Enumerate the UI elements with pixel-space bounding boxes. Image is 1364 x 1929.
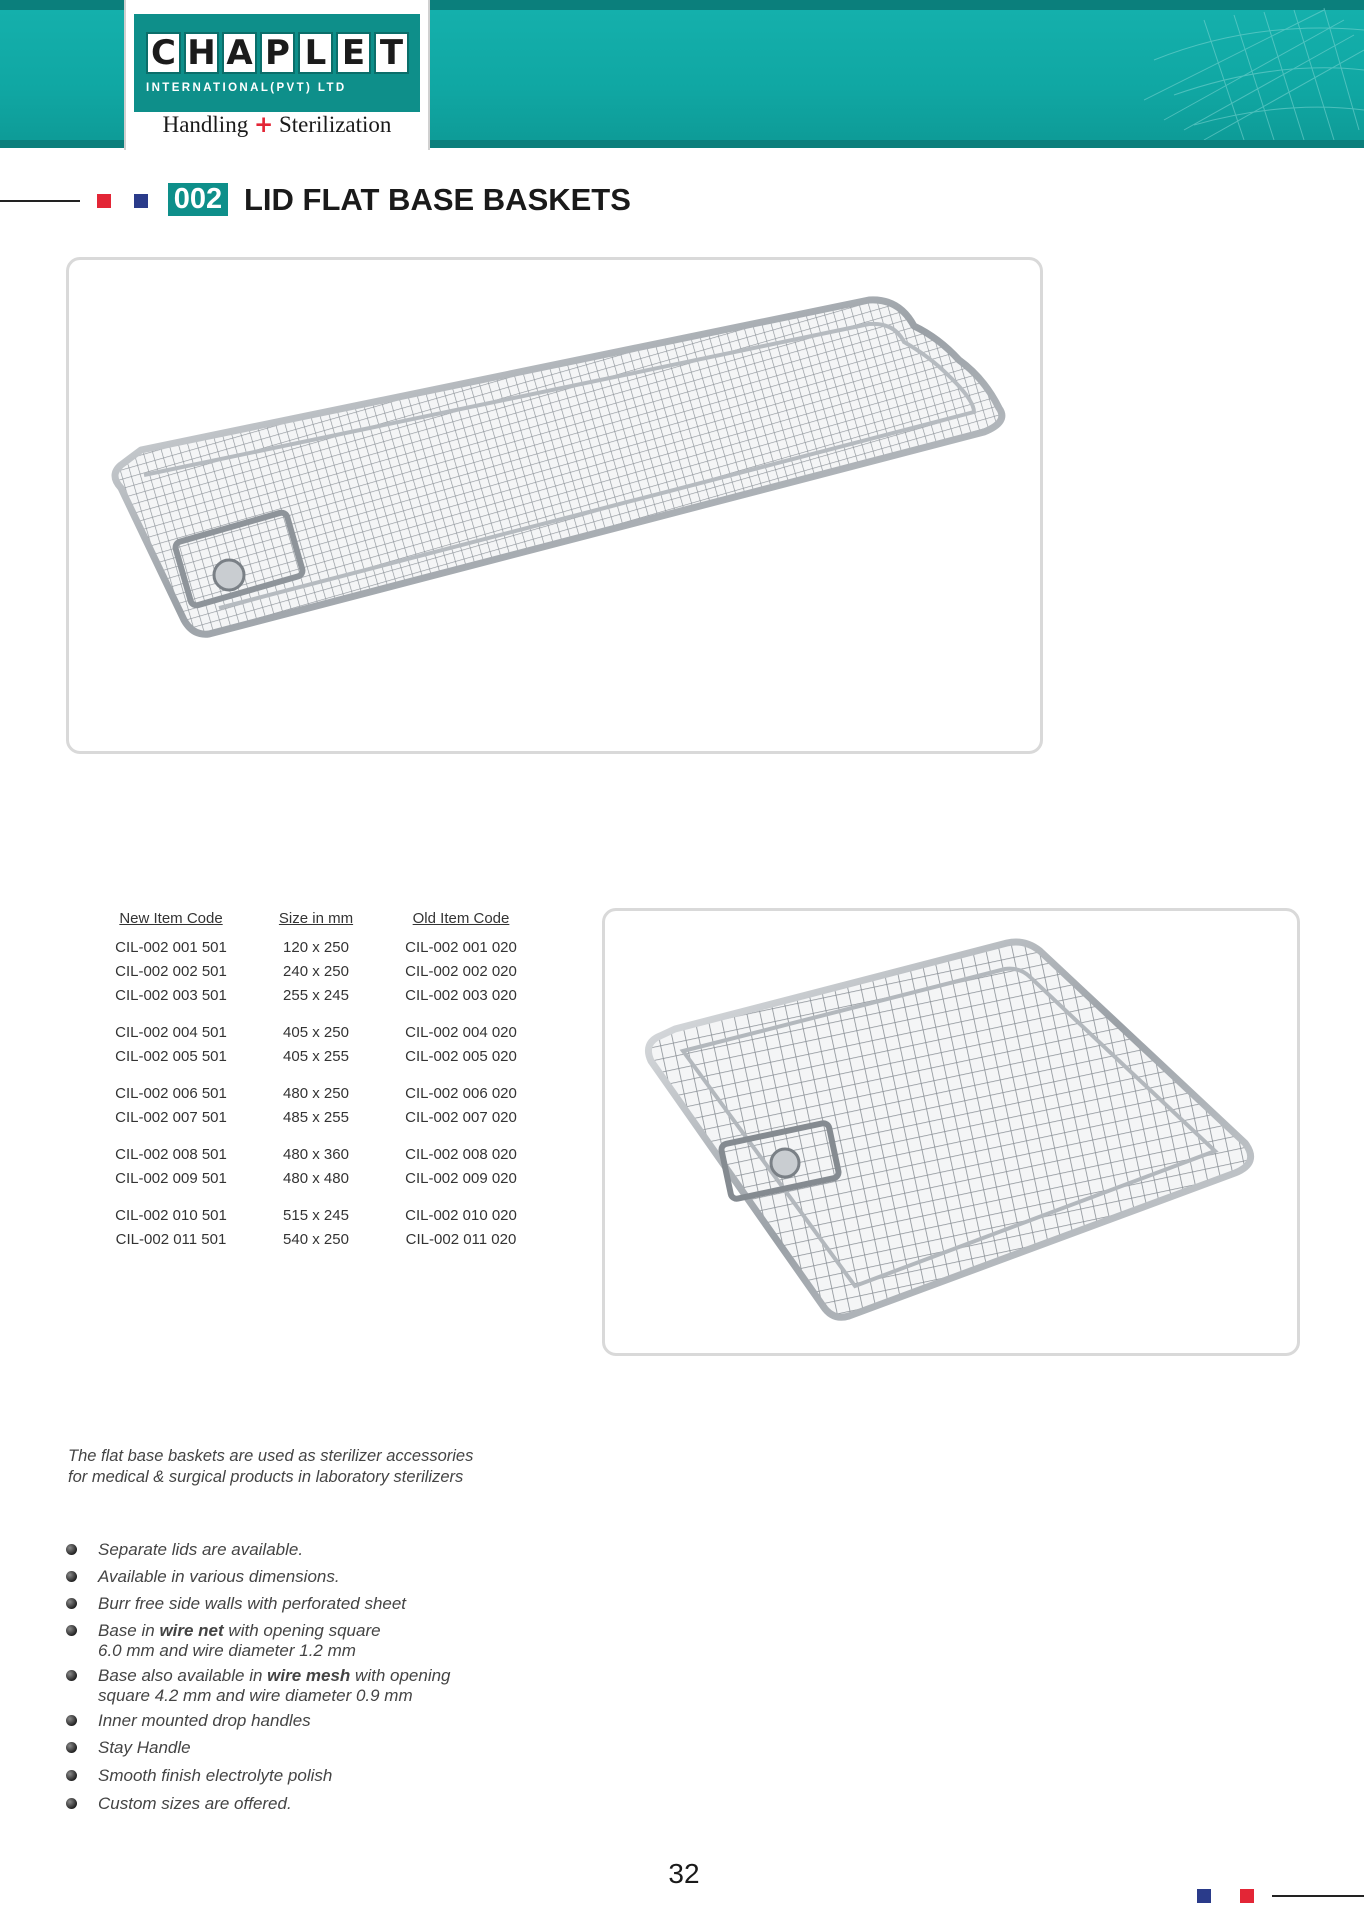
feature-text: Base in wire net with opening square 6.0 mm and wire diameter 1.2 mm — [98, 1621, 381, 1660]
list-item — [66, 1766, 586, 1786]
table-row — [96, 1068, 536, 1105]
product-description — [68, 1446, 568, 1488]
column-header-new-item-code: New Item Code — [119, 910, 223, 927]
bullet-icon — [66, 1598, 77, 1609]
table-row — [96, 935, 536, 959]
navy-square-icon — [134, 194, 148, 208]
logo-letter: A — [222, 32, 257, 74]
table-row — [96, 1166, 536, 1190]
logo-tagline — [126, 112, 428, 138]
product-code-badge: 002 — [168, 183, 228, 216]
title-rule — [0, 200, 80, 202]
size-mm: 515 x 245 — [283, 1206, 349, 1224]
list-item — [66, 1666, 586, 1706]
size-mm: 480 x 480 — [283, 1169, 349, 1187]
old-item-code: CIL-002 010 020 — [405, 1206, 517, 1224]
column-header-old-item-code: Old Item Code — [412, 910, 510, 927]
list-item — [66, 1711, 586, 1731]
old-item-code: CIL-002 004 020 — [405, 1023, 517, 1041]
feature-list — [66, 1540, 586, 1814]
logo-letter: L — [298, 32, 333, 74]
table-header-row — [96, 910, 536, 935]
red-square-icon — [97, 194, 111, 208]
new-item-code: CIL-002 003 501 — [115, 986, 227, 1004]
new-item-code: CIL-002 002 501 — [115, 962, 227, 980]
list-item — [66, 1594, 586, 1614]
bullet-icon — [66, 1798, 77, 1809]
new-item-code: CIL-002 010 501 — [115, 1206, 227, 1224]
feature-text: Burr free side walls with perforated sheet — [98, 1594, 407, 1613]
header-mesh-decoration-icon — [1144, 0, 1364, 148]
table-row — [96, 1044, 536, 1068]
table-row — [96, 1007, 536, 1044]
old-item-code: CIL-002 001 020 — [405, 938, 517, 956]
logo-wordmark — [146, 32, 409, 74]
logo-letter: C — [146, 32, 181, 74]
list-item — [66, 1567, 586, 1587]
feature-text: Separate lids are available. — [98, 1540, 304, 1559]
size-mm: 240 x 250 — [283, 962, 349, 980]
table-row — [96, 1190, 536, 1227]
tagline-left: Handling — [162, 112, 249, 137]
product-image-top — [66, 257, 1043, 754]
table-row — [96, 1129, 536, 1166]
wire-mesh-lid-basket-long-icon — [69, 260, 1040, 751]
red-plus-icon: + — [253, 112, 274, 138]
list-item — [66, 1738, 586, 1758]
old-item-code: CIL-002 008 020 — [405, 1145, 517, 1163]
new-item-code: CIL-002 008 501 — [115, 1145, 227, 1163]
new-item-code: CIL-002 009 501 — [115, 1169, 227, 1187]
old-item-code: CIL-002 006 020 — [405, 1084, 517, 1102]
size-mm: 480 x 360 — [283, 1145, 349, 1163]
navy-square-icon — [1197, 1889, 1211, 1903]
list-item — [66, 1540, 586, 1560]
bullet-icon — [66, 1670, 77, 1681]
new-item-code: CIL-002 006 501 — [115, 1084, 227, 1102]
table-row — [96, 983, 536, 1007]
list-item — [66, 1794, 586, 1814]
old-item-code: CIL-002 011 020 — [405, 1230, 517, 1248]
size-mm: 405 x 255 — [283, 1047, 349, 1065]
bullet-icon — [66, 1742, 77, 1753]
table-row — [96, 1105, 536, 1129]
size-mm: 255 x 245 — [283, 986, 349, 1004]
size-mm: 540 x 250 — [283, 1230, 349, 1248]
size-mm: 480 x 250 — [283, 1084, 349, 1102]
logo-letter: H — [184, 32, 219, 74]
logo-letter: E — [336, 32, 371, 74]
old-item-code: CIL-002 003 020 — [405, 986, 517, 1004]
page-title: LID FLAT BASE BASKETS — [244, 182, 631, 217]
size-mm: 120 x 250 — [283, 938, 349, 956]
old-item-code: CIL-002 005 020 — [405, 1047, 517, 1065]
size-mm: 405 x 250 — [283, 1023, 349, 1041]
bullet-icon — [66, 1544, 77, 1555]
feature-text: Stay Handle — [98, 1738, 191, 1757]
bullet-icon — [66, 1770, 77, 1781]
footer-rule — [1272, 1895, 1364, 1897]
item-code-table — [96, 910, 536, 1251]
product-image-right — [602, 908, 1300, 1356]
wire-mesh-lid-basket-square-icon — [605, 911, 1297, 1353]
feature-text: Available in various dimensions. — [98, 1567, 340, 1586]
new-item-code: CIL-002 011 501 — [115, 1230, 227, 1248]
list-item — [66, 1621, 586, 1661]
feature-text: Custom sizes are offered. — [98, 1794, 292, 1813]
column-header-size: Size in mm — [278, 910, 354, 927]
company-logo — [124, 0, 430, 150]
tagline-right: Sterilization — [278, 112, 392, 137]
description-line: The flat base baskets are used as sterilizer accessories — [68, 1447, 474, 1465]
size-mm: 485 x 255 — [283, 1108, 349, 1126]
bullet-icon — [66, 1571, 77, 1582]
logo-subtitle: INTERNATIONAL(PVT) LTD — [146, 82, 347, 94]
red-square-icon — [1240, 1889, 1254, 1903]
feature-text: Base also available in wire mesh with opening square 4.2 mm and wire diameter 0.9 mm — [98, 1666, 451, 1705]
old-item-code: CIL-002 007 020 — [405, 1108, 517, 1126]
new-item-code: CIL-002 007 501 — [115, 1108, 227, 1126]
old-item-code: CIL-002 009 020 — [405, 1169, 517, 1187]
new-item-code: CIL-002 001 501 — [115, 938, 227, 956]
description-line: for medical & surgical products in laboratory sterilizers — [68, 1468, 464, 1486]
bullet-icon — [66, 1625, 77, 1636]
table-row — [96, 959, 536, 983]
new-item-code: CIL-002 004 501 — [115, 1023, 227, 1041]
logo-letter: T — [374, 32, 409, 74]
feature-text: Smooth finish electrolyte polish — [98, 1766, 333, 1785]
bullet-icon — [66, 1715, 77, 1726]
logo-panel — [134, 14, 420, 112]
old-item-code: CIL-002 002 020 — [405, 962, 517, 980]
new-item-code: CIL-002 005 501 — [115, 1047, 227, 1065]
logo-letter: P — [260, 32, 295, 74]
feature-text: Inner mounted drop handles — [98, 1711, 311, 1730]
table-row — [96, 1227, 536, 1251]
page-number: 32 — [668, 1858, 700, 1889]
